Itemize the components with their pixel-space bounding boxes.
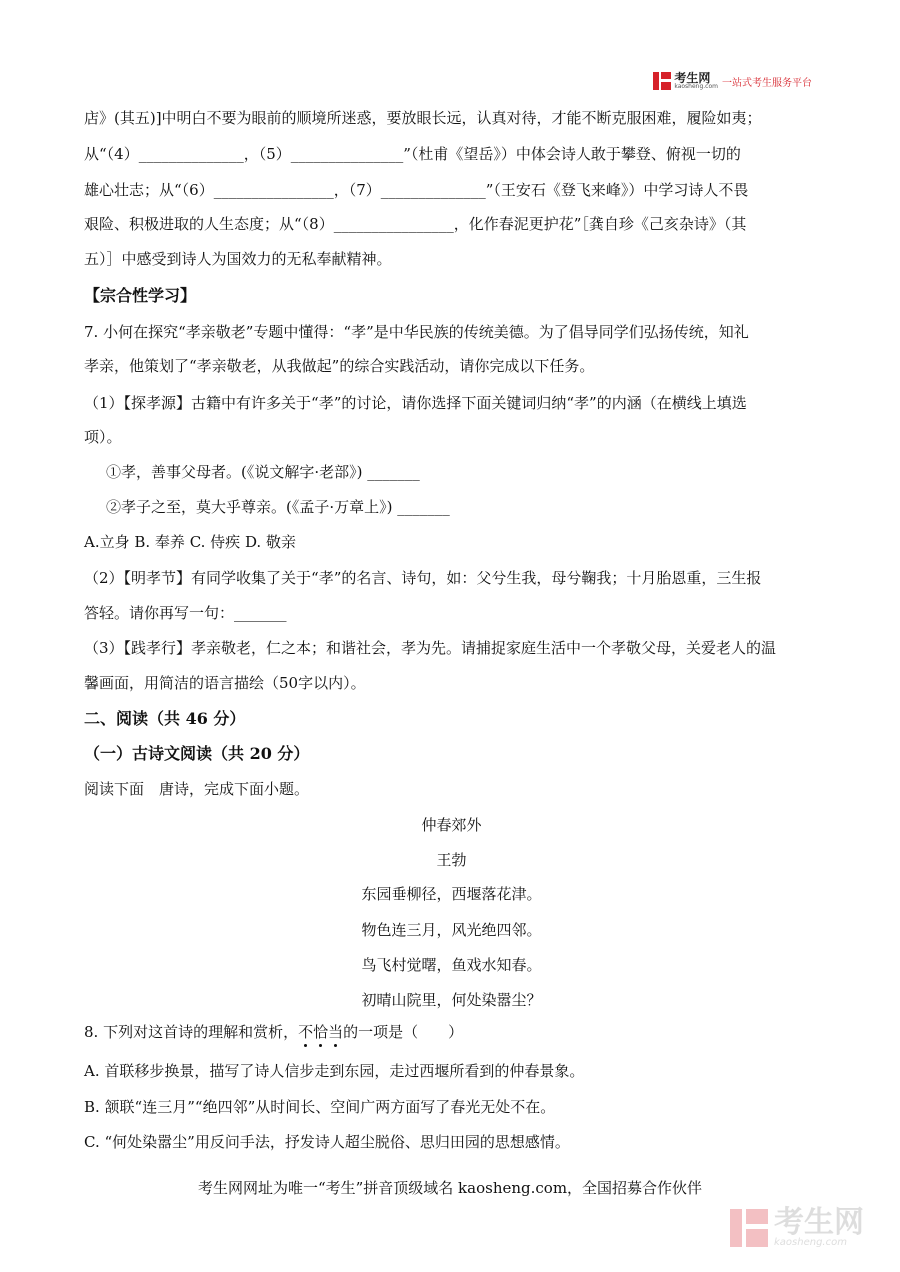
option-c: C. “何处染嚣尘”用反问手法，抒发诗人超尘脱俗、思归田园的思想感情。 bbox=[84, 1133, 570, 1151]
logo-domain: kaosheng.com bbox=[674, 83, 718, 90]
poem-line: 鸟飞村觉曙，鱼戏水知春。 bbox=[361, 956, 542, 974]
question-7-3-text: 馨画面，用简洁的语言描绘（50字以内）。 bbox=[84, 674, 366, 692]
option-b: B. 颔联“连三月”“绝四邻”从时间长、空间广两方面写了春光无处不在。 bbox=[84, 1098, 556, 1116]
fill-blank-line: 从“（4）______________，（5）_______________”（杜甫《望岳》）中体会诗人敢于攀登、俯视一切的 bbox=[84, 145, 741, 163]
poem-line: 物色连三月，风光绝四邻。 bbox=[361, 921, 542, 939]
footer-text: 考生网网址为唯一“考生”拼音顶级域名 kaosheng.com，全国招募合作伙伴 bbox=[197, 1179, 703, 1197]
logo-name: 考生网 bbox=[674, 71, 711, 85]
watermark-logo-icon bbox=[730, 1209, 768, 1247]
question-7-text: 7. 小何在探究“孝亲敬老”专题中懂得：“孝”是中华民族的传统美德。为了倡导同学们弘扬传统，知礼 bbox=[84, 323, 749, 341]
quote-item-1: ①孝，善事父母者。(《说文解字·老部》) _______ bbox=[106, 463, 420, 481]
header-logo[interactable] bbox=[653, 70, 812, 92]
kaosheng-logo-icon bbox=[653, 72, 671, 90]
question-7-1-text: 项）。 bbox=[84, 428, 122, 446]
reading-intro: 阅读下面 唐诗，完成下面小题。 bbox=[84, 780, 310, 798]
question-7-2-text: 答轻。请你再写一句：_______ bbox=[84, 604, 287, 622]
text-line: 五）］中感受到诗人为国效力的无私奉献精神。 bbox=[84, 250, 392, 268]
question-7-1-text: （1）【探孝源】古籍中有许多关于“孝”的讨论，请你选择下面关键词归纳“孝”的内涵（在横线上填选 bbox=[84, 394, 747, 412]
question-7-3-text: （3）【践孝行】孝亲敬老，仁之本；和谐社会，孝为先。请捕捉家庭生活中一个孝敬父母，关爱老人的温 bbox=[84, 639, 777, 657]
section-heading-reading: 二、阅读（共 46 分） bbox=[84, 709, 246, 728]
fill-blank-line: 雄心壮志；从“（6）________________，（7）______________”（王安石《登飞来峰》）中学习诗人不畏 bbox=[84, 181, 749, 199]
emphasis-char: 当 bbox=[328, 1023, 344, 1041]
question-8-prefix: 8. 下列对这首诗的理解和赏析， bbox=[84, 1023, 299, 1041]
question-8-stem bbox=[84, 1022, 819, 1042]
section-heading-integrated: 【宗合性学习】 bbox=[84, 286, 197, 305]
watermark bbox=[730, 1205, 864, 1248]
question-8-suffix: 的一项是（ ） bbox=[343, 1023, 464, 1041]
option-a: A. 首联移步换景，描写了诗人信步走到东园，走过西堰所看到的仲春景象。 bbox=[84, 1062, 585, 1080]
text-line: 店》(其五)]中明白不要为眼前的顺境所迷惑，要放眼长远，认真对待，才能不断克服困难，履险如夷； bbox=[84, 109, 762, 127]
watermark-name: 考生网 bbox=[774, 1205, 864, 1240]
answer-options: A.立身 B. 奉养 C. 侍疾 D. 敬亲 bbox=[84, 533, 296, 551]
subsection-heading-poetry: （一）古诗文阅读（共 20 分） bbox=[84, 744, 310, 763]
poem-line: 东园垂柳径，西堰落花津。 bbox=[361, 885, 542, 903]
watermark-domain: kaosheng.com bbox=[774, 1237, 847, 1248]
logo-slogan: 一站式考生服务平台 bbox=[722, 77, 812, 89]
fill-blank-line: 艰险、积极进取的人生态度；从“（8）________________，化作春泥更护花”［龚自珍《己亥杂诗》（其 bbox=[84, 215, 747, 233]
poem-title: 仲春郊外 bbox=[421, 816, 482, 834]
poem-author: 王勃 bbox=[436, 851, 467, 869]
quote-item-2: ②孝子之至，莫大乎尊亲。(《孟子·万章上》) _______ bbox=[106, 498, 450, 516]
emphasis-char: 不 bbox=[298, 1023, 314, 1041]
poem-line: 初晴山院里，何处染嚣尘？ bbox=[361, 991, 542, 1009]
question-7-text: 孝亲，他策划了“孝亲敬老，从我做起”的综合实践活动，请你完成以下任务。 bbox=[84, 357, 595, 375]
question-7-2-text: （2）【明孝节】有同学收集了关于“孝”的名言、诗句，如：父兮生我，母兮鞠我；十月胎恩重，三生报 bbox=[84, 569, 762, 587]
emphasis-char: 恰 bbox=[313, 1023, 329, 1041]
